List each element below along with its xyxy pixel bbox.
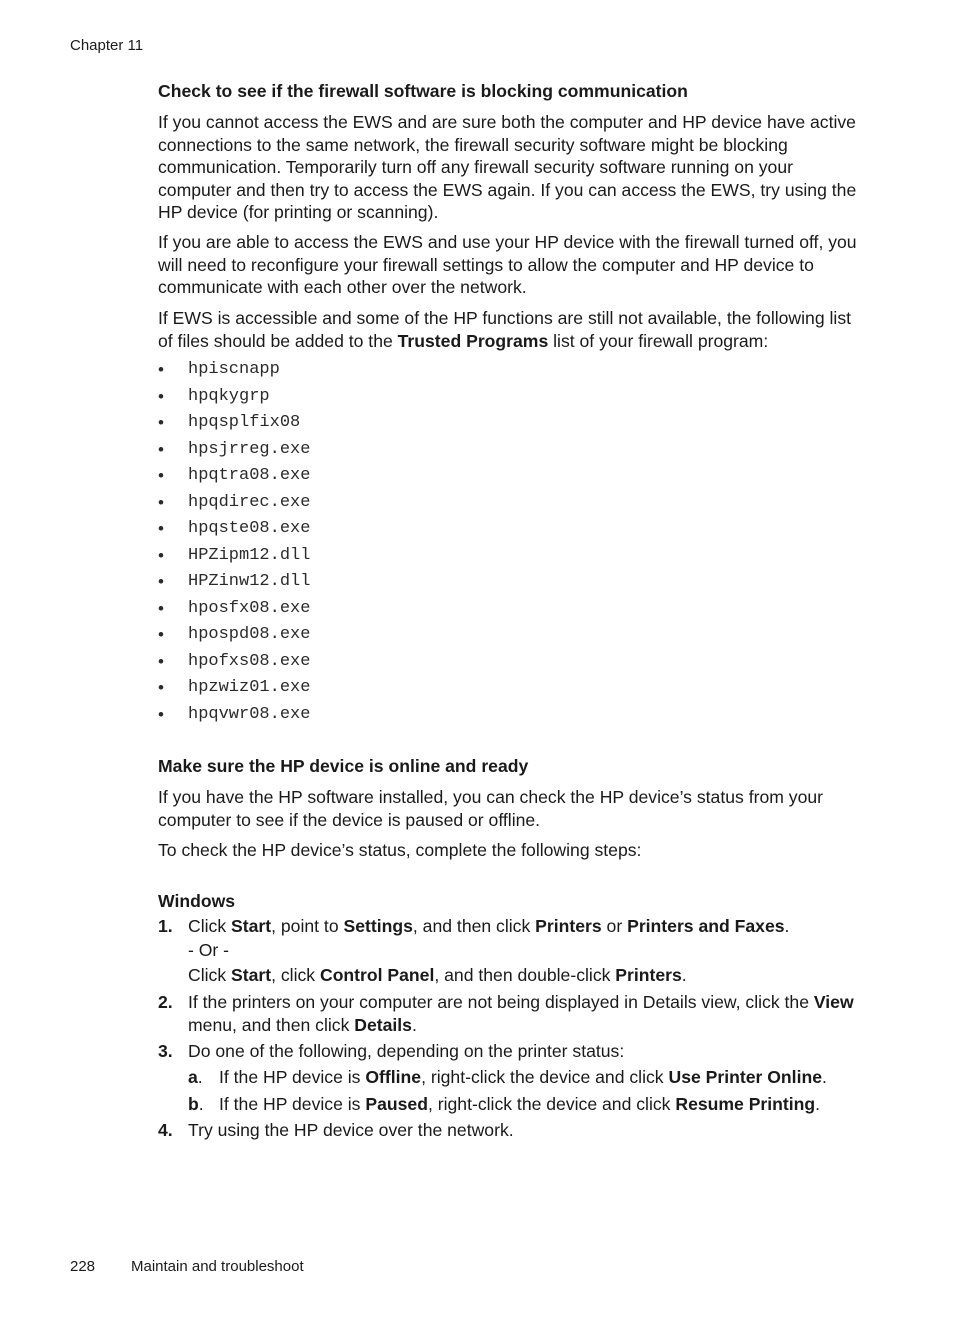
file-name: HPZinw12.dll — [188, 572, 311, 591]
file-name: hpiscnapp — [188, 360, 280, 379]
step-1-or: - Or - — [188, 940, 230, 960]
firewall-heading: Check to see if the firewall software is blocking communication — [158, 81, 688, 101]
list-item — [158, 702, 310, 729]
page-number: 228 — [70, 1258, 96, 1275]
firewall-paragraph-3 — [158, 307, 858, 352]
step-1-line-2: Click Start, click Control Panel, and then double-click Printers. — [188, 965, 687, 985]
bullet: • — [158, 651, 164, 671]
step-number: 1. — [158, 916, 173, 936]
bullet: • — [158, 413, 164, 432]
status-paragraph-2: To check the HP device’s status, complete the following steps: — [158, 840, 642, 860]
step-1-line-1: Click Start, point to Settings, and then click Printers or Printers and Faxes. — [188, 916, 790, 936]
list-item — [158, 357, 310, 384]
step-3-text: Do one of the following, depending on the printer status: — [188, 1041, 625, 1061]
list-item — [158, 437, 310, 464]
file-name: hpsjrreg.exe — [188, 439, 311, 459]
bullet: • — [158, 678, 164, 697]
p3-text-before: If EWS is accessible and some of the HP functions are still not available, the following list of files should be added to the — [158, 308, 852, 351]
list-item — [158, 410, 310, 437]
file-name: hpzwiz01.exe — [188, 678, 311, 697]
file-name: hpofxs08.exe — [188, 651, 311, 671]
list-item — [158, 675, 310, 702]
step-number: 2. — [158, 992, 173, 1012]
p3-text-after: list of your firewall program: — [548, 330, 769, 351]
chapter-label: Chapter 11 — [70, 37, 144, 54]
step-number: 4. — [158, 1120, 173, 1140]
windows-subheading: Windows — [158, 891, 236, 911]
file-name: hpospd08.exe — [188, 625, 311, 644]
file-name: hpqsplfix08 — [188, 413, 301, 432]
bullet: • — [158, 439, 164, 459]
file-name: hpqdirec.exe — [188, 492, 311, 512]
firewall-paragraph-1: If you cannot access the EWS and are sure both the computer and HP device have active connections to the same network, the firewall security software might be blocking communication. Temporarily turn off any firewall security software running on your computer and then try to access the EWS again. If you can access the EWS, try using the HP device (for printing or scanning). — [158, 112, 857, 222]
online-ready-heading: Make sure the HP device is online and ready — [158, 756, 529, 776]
bullet: • — [158, 572, 164, 591]
bullet: • — [158, 545, 164, 565]
list-item — [158, 543, 310, 570]
file-name: hposfx08.exe — [188, 598, 311, 618]
bullet: • — [158, 519, 164, 538]
bullet: • — [158, 492, 164, 512]
list-item — [158, 384, 310, 411]
trusted-programs-term: Trusted Programs — [397, 330, 549, 351]
list-item — [158, 622, 310, 649]
file-name: HPZipm12.dll — [188, 545, 311, 565]
footer-section-title: Maintain and troubleshoot — [131, 1258, 304, 1275]
list-item — [158, 569, 310, 596]
file-name: hpqste08.exe — [188, 519, 311, 538]
bullet: • — [158, 360, 164, 379]
trusted-files-list — [158, 357, 310, 728]
bullet: • — [158, 598, 164, 618]
list-item — [158, 463, 310, 490]
bullet: • — [158, 466, 164, 485]
list-item — [158, 490, 310, 517]
list-item — [158, 596, 310, 623]
bullet: • — [158, 704, 164, 724]
firewall-paragraph-2: If you are able to access the EWS and use your HP device with the firewall turned off, you will need to reconfigure your firewall settings to allow the computer and HP device to communicate with each other over the network. — [158, 232, 857, 297]
file-name: hpqkygrp — [188, 386, 270, 406]
file-name: hpqvwr08.exe — [188, 704, 311, 724]
step-number: 3. — [158, 1041, 173, 1061]
list-item — [158, 516, 310, 543]
status-paragraph-1: If you have the HP software installed, you can check the HP device’s status from your computer to see if the device is paused or offline. — [158, 787, 823, 830]
list-item — [158, 649, 310, 676]
bullet: • — [158, 625, 164, 644]
step-4-text: Try using the HP device over the network. — [188, 1120, 514, 1140]
bullet: • — [158, 386, 164, 406]
page-footer — [70, 1258, 304, 1275]
step-2-text: If the printers on your computer are not being displayed in Details view, click the View menu, and then click Details. — [188, 992, 854, 1035]
file-name: hpqtra08.exe — [188, 466, 311, 485]
